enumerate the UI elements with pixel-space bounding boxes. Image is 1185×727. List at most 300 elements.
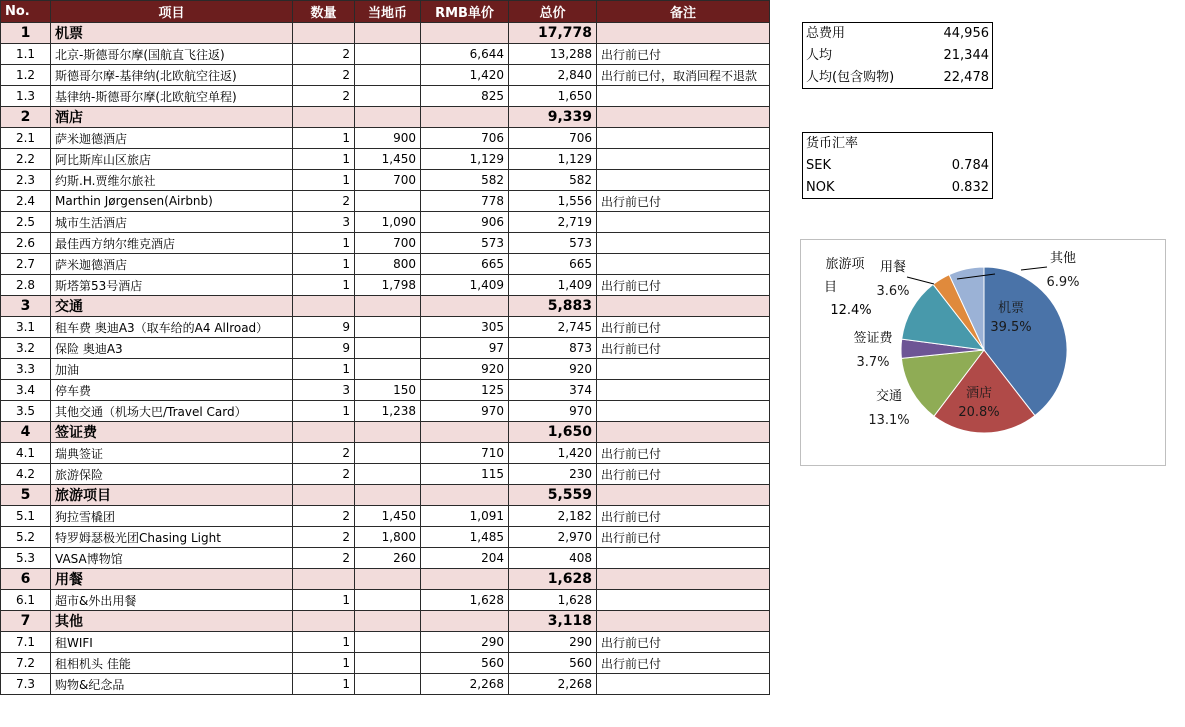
category-rmb-cell[interactable] <box>421 296 509 317</box>
category-note-cell[interactable] <box>597 485 770 506</box>
item-qty-cell[interactable]: 1 <box>293 401 355 422</box>
item-total-cell[interactable]: 13,288 <box>509 44 597 65</box>
item-name-cell[interactable]: 停车费 <box>51 380 293 401</box>
item-rmb-cell[interactable]: 710 <box>421 443 509 464</box>
item-rmb-cell[interactable]: 906 <box>421 212 509 233</box>
summary-row <box>803 67 992 89</box>
item-no-cell[interactable]: 1.1 <box>1 44 51 65</box>
table-row <box>1 674 770 695</box>
rate-value[interactable]: 0.832 <box>951 180 989 195</box>
slice-percent: 39.5% <box>990 320 1032 335</box>
item-no-cell[interactable]: 7.3 <box>1 674 51 695</box>
item-rmb-cell[interactable]: 290 <box>421 632 509 653</box>
item-total-cell[interactable]: 665 <box>509 254 597 275</box>
header-no[interactable]: No. <box>1 1 51 23</box>
item-local-cell[interactable] <box>355 464 421 485</box>
item-local-cell[interactable]: 1,090 <box>355 212 421 233</box>
category-qty-cell[interactable] <box>293 569 355 590</box>
item-qty-cell[interactable]: 2 <box>293 65 355 86</box>
item-note-cell[interactable] <box>597 254 770 275</box>
category-name-cell[interactable]: 签证费 <box>51 422 293 443</box>
item-local-cell[interactable]: 1,800 <box>355 527 421 548</box>
pie-chart[interactable] <box>800 239 1166 466</box>
category-local-cell[interactable] <box>355 611 421 632</box>
item-note-cell[interactable]: 出行前已付 <box>597 632 770 653</box>
category-total-cell[interactable]: 17,778 <box>509 23 597 44</box>
item-note-cell[interactable] <box>597 674 770 695</box>
item-qty-cell[interactable]: 1 <box>293 632 355 653</box>
item-local-cell[interactable] <box>355 191 421 212</box>
item-no-cell[interactable]: 4.2 <box>1 464 51 485</box>
category-name-cell[interactable]: 机票 <box>51 23 293 44</box>
item-qty-cell[interactable]: 1 <box>293 590 355 611</box>
item-total-cell[interactable]: 2,840 <box>509 65 597 86</box>
item-no-cell[interactable]: 2.2 <box>1 149 51 170</box>
item-no-cell[interactable]: 3.4 <box>1 380 51 401</box>
item-name-cell[interactable]: 城市生活酒店 <box>51 212 293 233</box>
summary-label[interactable]: 人均(包含购物) <box>806 70 895 85</box>
item-total-cell[interactable]: 582 <box>509 170 597 191</box>
item-local-cell[interactable] <box>355 86 421 107</box>
item-note-cell[interactable]: 出行前已付 <box>597 44 770 65</box>
item-qty-cell[interactable]: 3 <box>293 380 355 401</box>
item-rmb-cell[interactable]: 1,628 <box>421 590 509 611</box>
item-rmb-cell[interactable]: 582 <box>421 170 509 191</box>
rates-title-row <box>803 133 992 155</box>
item-qty-cell[interactable]: 3 <box>293 212 355 233</box>
slice-percent: 20.8% <box>958 405 1000 420</box>
summary-value[interactable]: 22,478 <box>943 70 989 85</box>
item-note-cell[interactable] <box>597 548 770 569</box>
item-local-cell[interactable] <box>355 317 421 338</box>
item-rmb-cell[interactable]: 204 <box>421 548 509 569</box>
slice-label: 机票 <box>997 301 1025 316</box>
item-no-cell[interactable]: 7.1 <box>1 632 51 653</box>
item-name-cell[interactable]: 租WIFI <box>51 632 293 653</box>
category-row <box>1 107 770 128</box>
item-local-cell[interactable] <box>355 632 421 653</box>
item-name-cell[interactable]: 最佳西方纳尔维克酒店 <box>51 233 293 254</box>
table-row <box>1 44 770 65</box>
item-local-cell[interactable]: 1,238 <box>355 401 421 422</box>
table-row <box>1 506 770 527</box>
category-rmb-cell[interactable] <box>421 23 509 44</box>
category-rmb-cell[interactable] <box>421 422 509 443</box>
item-local-cell[interactable]: 150 <box>355 380 421 401</box>
table-row <box>1 191 770 212</box>
item-local-cell[interactable]: 1,450 <box>355 149 421 170</box>
category-rmb-cell[interactable] <box>421 107 509 128</box>
item-rmb-cell[interactable]: 1,129 <box>421 149 509 170</box>
item-qty-cell[interactable]: 2 <box>293 191 355 212</box>
table-row <box>1 464 770 485</box>
category-row <box>1 611 770 632</box>
item-note-cell[interactable]: 出行前已付 <box>597 464 770 485</box>
summary-value[interactable]: 44,956 <box>943 26 989 41</box>
category-note-cell[interactable] <box>597 296 770 317</box>
item-name-cell[interactable]: VASA博物馆 <box>51 548 293 569</box>
slice-label-wrap: 目 <box>824 280 838 295</box>
item-no-cell[interactable]: 1.2 <box>1 65 51 86</box>
item-qty-cell[interactable]: 1 <box>293 254 355 275</box>
category-total-cell[interactable]: 3,118 <box>509 611 597 632</box>
item-qty-cell[interactable]: 2 <box>293 527 355 548</box>
item-total-cell[interactable]: 573 <box>509 233 597 254</box>
item-note-cell[interactable]: 出行前已付 <box>597 653 770 674</box>
rate-row <box>803 155 992 177</box>
item-name-cell[interactable]: 瑞典签证 <box>51 443 293 464</box>
item-local-cell[interactable]: 1,450 <box>355 506 421 527</box>
category-total-cell[interactable]: 5,883 <box>509 296 597 317</box>
category-rmb-cell[interactable] <box>421 485 509 506</box>
leader-line <box>907 277 934 284</box>
item-total-cell[interactable]: 230 <box>509 464 597 485</box>
slice-percent: 3.6% <box>876 284 910 299</box>
category-name-cell[interactable]: 其他 <box>51 611 293 632</box>
item-qty-cell[interactable]: 1 <box>293 653 355 674</box>
category-row <box>1 485 770 506</box>
category-no-cell[interactable]: 7 <box>1 611 51 632</box>
item-qty-cell[interactable]: 2 <box>293 464 355 485</box>
item-rmb-cell[interactable]: 706 <box>421 128 509 149</box>
category-total-cell[interactable]: 9,339 <box>509 107 597 128</box>
category-qty-cell[interactable] <box>293 611 355 632</box>
category-note-cell[interactable] <box>597 611 770 632</box>
item-rmb-cell[interactable]: 1,485 <box>421 527 509 548</box>
slice-label: 酒店 <box>965 386 993 401</box>
item-total-cell[interactable]: 2,182 <box>509 506 597 527</box>
item-local-cell[interactable]: 900 <box>355 128 421 149</box>
item-name-cell[interactable]: 特罗姆瑟极光团Chasing Light <box>51 527 293 548</box>
item-local-cell[interactable]: 1,798 <box>355 275 421 296</box>
category-no-cell[interactable]: 1 <box>1 23 51 44</box>
item-total-cell[interactable]: 290 <box>509 632 597 653</box>
item-rmb-cell[interactable]: 560 <box>421 653 509 674</box>
item-qty-cell[interactable]: 1 <box>293 359 355 380</box>
item-qty-cell[interactable]: 2 <box>293 44 355 65</box>
item-name-cell[interactable]: 租相机头 佳能 <box>51 653 293 674</box>
category-qty-cell[interactable] <box>293 422 355 443</box>
item-total-cell[interactable]: 920 <box>509 359 597 380</box>
item-total-cell[interactable]: 1,556 <box>509 191 597 212</box>
table-row <box>1 338 770 359</box>
table-row <box>1 401 770 422</box>
slice-label: 签证费 <box>853 331 893 346</box>
item-no-cell[interactable]: 4.1 <box>1 443 51 464</box>
rates-box <box>802 132 993 199</box>
item-total-cell[interactable]: 1,129 <box>509 149 597 170</box>
item-name-cell[interactable]: 其他交通（机场大巴/Travel Card） <box>51 401 293 422</box>
table-row <box>1 527 770 548</box>
table-row <box>1 317 770 338</box>
category-name-cell[interactable]: 旅游项目 <box>51 485 293 506</box>
category-no-cell[interactable]: 3 <box>1 296 51 317</box>
category-local-cell[interactable] <box>355 485 421 506</box>
category-no-cell[interactable]: 5 <box>1 485 51 506</box>
category-local-cell[interactable] <box>355 23 421 44</box>
item-no-cell[interactable]: 2.7 <box>1 254 51 275</box>
summary-label[interactable]: 总费用 <box>806 26 846 41</box>
slice-percent: 6.9% <box>1046 275 1080 290</box>
item-local-cell[interactable] <box>355 44 421 65</box>
item-note-cell[interactable]: 出行前已付，取消回程不退款 <box>597 65 770 86</box>
item-no-cell[interactable]: 5.3 <box>1 548 51 569</box>
item-note-cell[interactable] <box>597 128 770 149</box>
item-local-cell[interactable]: 260 <box>355 548 421 569</box>
item-no-cell[interactable]: 2.1 <box>1 128 51 149</box>
item-note-cell[interactable]: 出行前已付 <box>597 527 770 548</box>
category-local-cell[interactable] <box>355 296 421 317</box>
category-note-cell[interactable] <box>597 422 770 443</box>
item-rmb-cell[interactable]: 305 <box>421 317 509 338</box>
table-row <box>1 653 770 674</box>
item-rmb-cell[interactable]: 778 <box>421 191 509 212</box>
category-name-cell[interactable]: 酒店 <box>51 107 293 128</box>
slice-label: 用餐 <box>879 260 907 275</box>
table-row <box>1 275 770 296</box>
category-local-cell[interactable] <box>355 422 421 443</box>
category-row <box>1 296 770 317</box>
summary-label[interactable]: 人均 <box>806 48 833 63</box>
table-row <box>1 590 770 611</box>
table-row <box>1 212 770 233</box>
item-name-cell[interactable]: 斯德哥尔摩-基律纳(北欧航空往返) <box>51 65 293 86</box>
item-rmb-cell[interactable]: 6,644 <box>421 44 509 65</box>
slice-label: 交通 <box>875 389 903 404</box>
item-name-cell[interactable]: 阿比斯库山区旅店 <box>51 149 293 170</box>
item-name-cell[interactable]: 斯塔第53号酒店 <box>51 275 293 296</box>
category-name-cell[interactable]: 用餐 <box>51 569 293 590</box>
rate-row <box>803 177 992 199</box>
item-no-cell[interactable]: 5.1 <box>1 506 51 527</box>
item-rmb-cell[interactable]: 1,420 <box>421 65 509 86</box>
item-rmb-cell[interactable]: 97 <box>421 338 509 359</box>
category-qty-cell[interactable] <box>293 485 355 506</box>
item-name-cell[interactable]: 购物&纪念品 <box>51 674 293 695</box>
category-no-cell[interactable]: 4 <box>1 422 51 443</box>
rates-title[interactable]: 货币汇率 <box>806 136 859 151</box>
item-no-cell[interactable]: 1.3 <box>1 86 51 107</box>
item-rmb-cell[interactable]: 573 <box>421 233 509 254</box>
item-total-cell[interactable]: 1,420 <box>509 443 597 464</box>
item-total-cell[interactable]: 560 <box>509 653 597 674</box>
item-note-cell[interactable] <box>597 401 770 422</box>
item-no-cell[interactable]: 2.8 <box>1 275 51 296</box>
table-row <box>1 548 770 569</box>
item-no-cell[interactable]: 7.2 <box>1 653 51 674</box>
table-row <box>1 359 770 380</box>
table-row <box>1 86 770 107</box>
category-row <box>1 422 770 443</box>
slice-label: 其他 <box>1049 251 1077 266</box>
item-no-cell[interactable]: 2.3 <box>1 170 51 191</box>
item-qty-cell[interactable]: 1 <box>293 170 355 191</box>
header-rmb[interactable]: RMB单价 <box>421 1 509 23</box>
table-row <box>1 233 770 254</box>
rate-value[interactable]: 0.784 <box>951 158 989 173</box>
header-local[interactable]: 当地币 <box>355 1 421 23</box>
category-local-cell[interactable] <box>355 107 421 128</box>
item-name-cell[interactable]: 保险 奥迪A3 <box>51 338 293 359</box>
item-no-cell[interactable]: 2.4 <box>1 191 51 212</box>
header-note[interactable]: 备注 <box>597 1 770 23</box>
item-name-cell[interactable]: 租车费 奥迪A3（取车给的A4 Allroad） <box>51 317 293 338</box>
item-total-cell[interactable]: 1,628 <box>509 590 597 611</box>
item-note-cell[interactable]: 出行前已付 <box>597 275 770 296</box>
category-row <box>1 23 770 44</box>
category-name-cell[interactable]: 交通 <box>51 296 293 317</box>
category-total-cell[interactable]: 1,650 <box>509 422 597 443</box>
item-note-cell[interactable] <box>597 359 770 380</box>
table-row <box>1 170 770 191</box>
item-total-cell[interactable]: 374 <box>509 380 597 401</box>
header-item[interactable]: 项目 <box>51 1 293 23</box>
summary-row <box>803 23 992 45</box>
item-qty-cell[interactable]: 9 <box>293 338 355 359</box>
table-row <box>1 65 770 86</box>
item-rmb-cell[interactable]: 115 <box>421 464 509 485</box>
item-rmb-cell[interactable]: 125 <box>421 380 509 401</box>
item-note-cell[interactable]: 出行前已付 <box>597 317 770 338</box>
item-qty-cell[interactable]: 2 <box>293 548 355 569</box>
slice-percent: 3.7% <box>856 355 890 370</box>
item-name-cell[interactable]: 萨米迦德酒店 <box>51 128 293 149</box>
item-total-cell[interactable]: 2,745 <box>509 317 597 338</box>
leader-line <box>1021 267 1047 270</box>
item-rmb-cell[interactable]: 825 <box>421 86 509 107</box>
item-qty-cell[interactable]: 9 <box>293 317 355 338</box>
item-total-cell[interactable]: 1,409 <box>509 275 597 296</box>
item-no-cell[interactable]: 2.5 <box>1 212 51 233</box>
item-note-cell[interactable] <box>597 233 770 254</box>
item-rmb-cell[interactable]: 970 <box>421 401 509 422</box>
category-qty-cell[interactable] <box>293 107 355 128</box>
category-row <box>1 569 770 590</box>
item-total-cell[interactable]: 1,650 <box>509 86 597 107</box>
item-note-cell[interactable] <box>597 149 770 170</box>
item-name-cell[interactable]: 北京-斯德哥尔摩(国航直飞往返) <box>51 44 293 65</box>
item-local-cell[interactable]: 800 <box>355 254 421 275</box>
item-rmb-cell[interactable]: 1,091 <box>421 506 509 527</box>
item-qty-cell[interactable]: 1 <box>293 275 355 296</box>
slice-label: 旅游项 <box>825 257 865 272</box>
category-qty-cell[interactable] <box>293 23 355 44</box>
item-qty-cell[interactable]: 1 <box>293 674 355 695</box>
item-note-cell[interactable]: 出行前已付 <box>597 506 770 527</box>
item-no-cell[interactable]: 3.5 <box>1 401 51 422</box>
item-name-cell[interactable]: 萨米迦德酒店 <box>51 254 293 275</box>
rate-currency[interactable]: NOK <box>806 180 835 195</box>
item-note-cell[interactable]: 出行前已付 <box>597 443 770 464</box>
item-rmb-cell[interactable]: 665 <box>421 254 509 275</box>
item-no-cell[interactable]: 3.2 <box>1 338 51 359</box>
category-qty-cell[interactable] <box>293 296 355 317</box>
item-local-cell[interactable]: 700 <box>355 170 421 191</box>
rate-currency[interactable]: SEK <box>806 158 831 173</box>
table-row <box>1 149 770 170</box>
item-rmb-cell[interactable]: 1,409 <box>421 275 509 296</box>
item-local-cell[interactable] <box>355 590 421 611</box>
item-qty-cell[interactable]: 2 <box>293 443 355 464</box>
category-note-cell[interactable] <box>597 23 770 44</box>
item-local-cell[interactable] <box>355 338 421 359</box>
category-rmb-cell[interactable] <box>421 611 509 632</box>
item-no-cell[interactable]: 6.1 <box>1 590 51 611</box>
item-total-cell[interactable]: 2,970 <box>509 527 597 548</box>
slice-percent: 13.1% <box>868 413 910 428</box>
item-total-cell[interactable]: 970 <box>509 401 597 422</box>
item-local-cell[interactable] <box>355 65 421 86</box>
item-note-cell[interactable] <box>597 380 770 401</box>
item-total-cell[interactable]: 873 <box>509 338 597 359</box>
item-total-cell[interactable]: 706 <box>509 128 597 149</box>
category-note-cell[interactable] <box>597 569 770 590</box>
category-note-cell[interactable] <box>597 107 770 128</box>
summary-value[interactable]: 21,344 <box>943 48 989 63</box>
item-name-cell[interactable]: 基律纳-斯德哥尔摩(北欧航空单程) <box>51 86 293 107</box>
category-no-cell[interactable]: 2 <box>1 107 51 128</box>
item-qty-cell[interactable]: 1 <box>293 128 355 149</box>
item-note-cell[interactable] <box>597 170 770 191</box>
item-local-cell[interactable]: 700 <box>355 233 421 254</box>
item-name-cell[interactable]: 加油 <box>51 359 293 380</box>
item-no-cell[interactable]: 5.2 <box>1 527 51 548</box>
item-name-cell[interactable]: Marthin Jørgensen(Airbnb) <box>51 191 293 212</box>
category-total-cell[interactable]: 1,628 <box>509 569 597 590</box>
slice-percent: 12.4% <box>830 303 872 318</box>
pie-chart-svg <box>801 240 1165 465</box>
item-qty-cell[interactable]: 2 <box>293 506 355 527</box>
item-qty-cell[interactable]: 1 <box>293 149 355 170</box>
item-note-cell[interactable]: 出行前已付 <box>597 338 770 359</box>
item-no-cell[interactable]: 2.6 <box>1 233 51 254</box>
item-local-cell[interactable] <box>355 443 421 464</box>
item-name-cell[interactable]: 旅游保险 <box>51 464 293 485</box>
item-name-cell[interactable]: 约斯.H.贾维尔旅社 <box>51 170 293 191</box>
header-total[interactable]: 总价 <box>509 1 597 23</box>
category-total-cell[interactable]: 5,559 <box>509 485 597 506</box>
item-note-cell[interactable] <box>597 86 770 107</box>
item-note-cell[interactable]: 出行前已付 <box>597 191 770 212</box>
item-total-cell[interactable]: 2,268 <box>509 674 597 695</box>
table-row <box>1 380 770 401</box>
header-qty[interactable]: 数量 <box>293 1 355 23</box>
item-total-cell[interactable]: 408 <box>509 548 597 569</box>
item-note-cell[interactable] <box>597 590 770 611</box>
item-no-cell[interactable]: 3.3 <box>1 359 51 380</box>
item-local-cell[interactable] <box>355 674 421 695</box>
item-name-cell[interactable]: 狗拉雪橇团 <box>51 506 293 527</box>
table-row <box>1 632 770 653</box>
item-local-cell[interactable] <box>355 653 421 674</box>
table-row <box>1 128 770 149</box>
table-row <box>1 254 770 275</box>
category-rmb-cell[interactable] <box>421 569 509 590</box>
item-no-cell[interactable]: 3.1 <box>1 317 51 338</box>
item-note-cell[interactable] <box>597 212 770 233</box>
item-qty-cell[interactable]: 1 <box>293 233 355 254</box>
item-total-cell[interactable]: 2,719 <box>509 212 597 233</box>
category-local-cell[interactable] <box>355 569 421 590</box>
item-rmb-cell[interactable]: 920 <box>421 359 509 380</box>
item-local-cell[interactable] <box>355 359 421 380</box>
category-no-cell[interactable]: 6 <box>1 569 51 590</box>
item-name-cell[interactable]: 超市&外出用餐 <box>51 590 293 611</box>
item-qty-cell[interactable]: 2 <box>293 86 355 107</box>
item-rmb-cell[interactable]: 2,268 <box>421 674 509 695</box>
summary-box <box>802 22 993 89</box>
header-row <box>1 1 770 23</box>
